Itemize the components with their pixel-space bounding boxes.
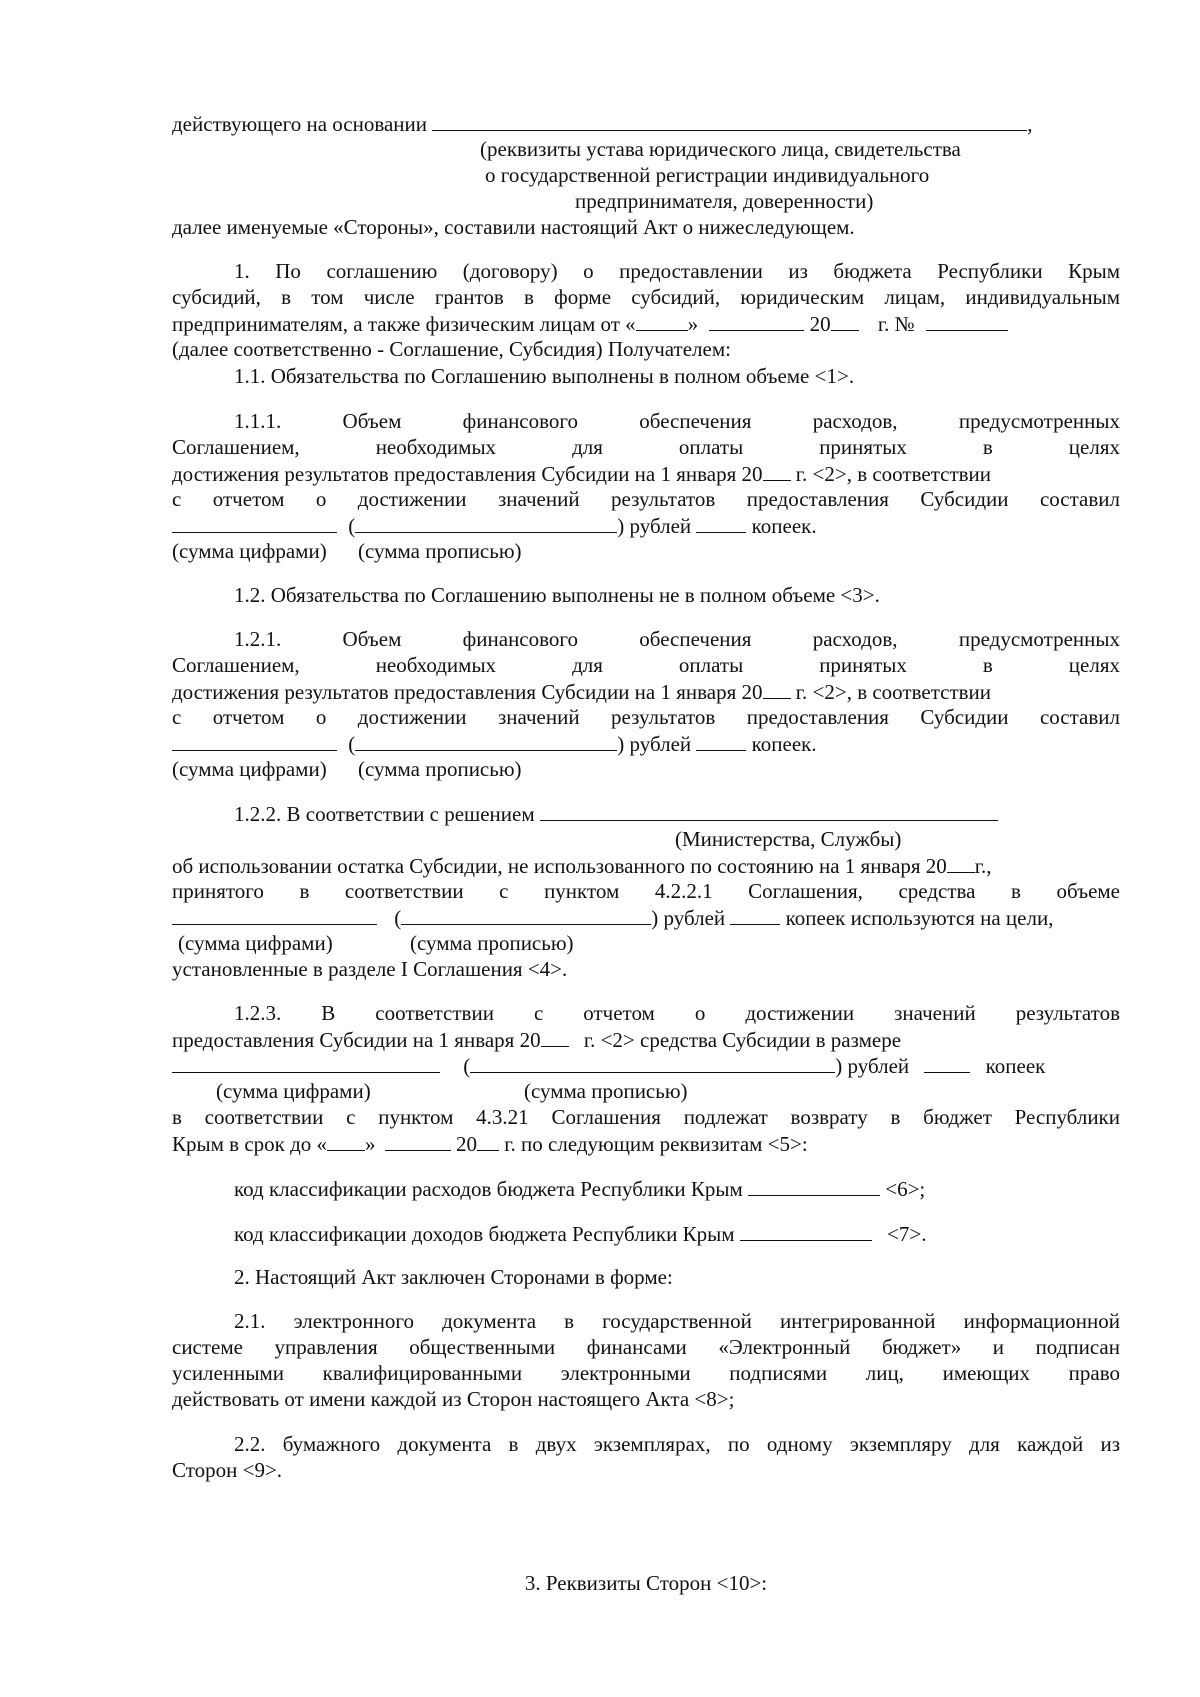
p122-line-4: установленные в разделе I Соглашения <4>. bbox=[172, 957, 568, 981]
p121-line-1: 1.2.1. Объем финансового обеспечения расходов, предусмотренных bbox=[234, 627, 1120, 651]
income-code-blank bbox=[740, 1220, 872, 1241]
p122-line-2 bbox=[172, 852, 1120, 880]
month-blank bbox=[385, 1130, 451, 1151]
paren-open: ( bbox=[348, 514, 356, 538]
p121-date-text: достижения результатов предоставления Субсидии на 1 января 20 bbox=[172, 680, 763, 704]
p21-line-4: действовать от имени каждой из Сторон настоящего Акта <8>; bbox=[172, 1387, 735, 1411]
amount-words-blank bbox=[355, 730, 617, 751]
rubles-label: ) рублей bbox=[617, 514, 692, 538]
p122-amount-line bbox=[172, 904, 1120, 932]
p123-amount-line bbox=[172, 1052, 1120, 1080]
amount-words-blank bbox=[401, 904, 651, 925]
basis-caption-1: (реквизиты устава юридического лица, свидетельства bbox=[480, 137, 961, 161]
p122-line-1 bbox=[234, 800, 1120, 828]
expense-code-line bbox=[234, 1175, 1120, 1203]
p121-ref-text: г. <2>, в соответствии bbox=[795, 680, 992, 704]
p11-line: 1.1. Обязательства по Соглашению выполнены в полном объеме <1>. bbox=[234, 364, 855, 388]
basis-comma: , bbox=[1027, 112, 1033, 136]
p123-date-text: предоставления Субсидии на 1 января 20 bbox=[172, 1028, 541, 1052]
p111-amount-line bbox=[172, 512, 1120, 540]
rubles-label: ) рублей bbox=[835, 1054, 910, 1078]
income-code-line bbox=[234, 1220, 1120, 1248]
p121-amount-line bbox=[172, 730, 1120, 758]
paren-open: ( bbox=[394, 906, 402, 930]
year-prefix: 20 bbox=[809, 312, 831, 336]
kopecks-blank bbox=[696, 730, 746, 751]
p111-line-2: Соглашением, необходимых для оплаты принятых в целях bbox=[172, 435, 1120, 459]
p1-line-4: (далее соответственно - Соглашение, Субсидия) Получателем: bbox=[172, 337, 731, 361]
p122-amount-captions bbox=[178, 930, 1126, 957]
year-prefix: 20 bbox=[456, 1132, 478, 1156]
caption-words: (сумма прописью) bbox=[357, 757, 522, 781]
p123-amount-captions bbox=[216, 1078, 1164, 1105]
year-blank bbox=[763, 460, 791, 481]
p121-amount-captions bbox=[172, 756, 1120, 783]
p111-date-text: достижения результатов предоставления Субсидии на 1 января 20 bbox=[172, 462, 763, 486]
p111-ref-text: г. <2>, в соответствии bbox=[795, 462, 992, 486]
p1-line-2: субсидий, в том числе грантов в форме субсидий, юридическим лицам, индивидуальным bbox=[172, 285, 1120, 309]
amount-words-blank bbox=[355, 512, 617, 533]
p111-line-1: 1.1.1. Объем финансового обеспечения расходов, предусмотренных bbox=[234, 409, 1120, 433]
basis-line bbox=[172, 110, 1120, 138]
kopecks-blank bbox=[730, 904, 780, 925]
rubles-label: ) рублей bbox=[651, 906, 726, 930]
p1-quote-close: » bbox=[687, 312, 699, 336]
p111-line-4: с отчетом о достижении значений результатов предоставления Субсидии составил bbox=[172, 487, 1120, 511]
paren-open: ( bbox=[463, 1054, 471, 1078]
kopecks-label: копеек. bbox=[751, 732, 817, 756]
decision-caption: (Министерства, Службы) bbox=[675, 827, 902, 851]
p21-line-3: усиленными квалифицированными электронными подписями лиц, имеющих право bbox=[172, 1361, 1120, 1385]
year-blank bbox=[831, 310, 859, 331]
month-blank bbox=[709, 310, 804, 331]
requisites-text: г. по следующим реквизитам <5>: bbox=[504, 1132, 808, 1156]
basis-label: действующего на основании bbox=[172, 112, 428, 136]
basis-caption-2: о государственной регистрации индивидуального bbox=[485, 163, 930, 187]
p122-date-text: об использовании остатка Субсидии, не использованного по состоянию на 1 января 20 bbox=[172, 854, 947, 878]
income-code-label: код классификации доходов бюджета Республики Крым bbox=[234, 1222, 735, 1246]
p12-line: 1.2. Обязательства по Соглашению выполнены не в полном объеме <3>. bbox=[234, 583, 880, 607]
p1-date-prefix: предпринимателям, а также физическим лицам от « bbox=[172, 312, 636, 336]
p1-line-1: 1. По соглашению (договору) о предоставлении из бюджета Республики Крым bbox=[234, 259, 1120, 283]
income-code-ref: <7>. bbox=[887, 1222, 927, 1246]
quote-close: » bbox=[365, 1132, 376, 1156]
p123-line-4 bbox=[172, 1130, 1120, 1158]
p21-line-1: 2.1. электронного документа в государственной интегрированной информационной bbox=[234, 1309, 1120, 1333]
caption-words: (сумма прописью) bbox=[409, 931, 574, 955]
caption-digits: (сумма цифрами) bbox=[178, 931, 333, 955]
basis-caption-3: предпринимателя, доверенности) bbox=[575, 189, 874, 213]
parties-line: далее именуемые «Стороны», составили настоящий Акт о нижеследующем. bbox=[172, 215, 855, 239]
kopecks-blank bbox=[924, 1052, 970, 1073]
number-label: г. № bbox=[877, 312, 915, 336]
p121-line-3 bbox=[172, 678, 1120, 706]
expense-code-blank bbox=[748, 1175, 880, 1196]
caption-words: (сумма прописью) bbox=[523, 1079, 688, 1103]
rubles-label: ) рублей bbox=[617, 732, 692, 756]
p22-line-2: Сторон <9>. bbox=[172, 1458, 283, 1482]
paren-open: ( bbox=[348, 732, 356, 756]
day-blank bbox=[636, 310, 688, 331]
kopecks-blank bbox=[696, 512, 746, 533]
caption-words: (сумма прописью) bbox=[357, 539, 522, 563]
purpose-text: копеек используются на цели, bbox=[785, 906, 1054, 930]
p123-line-2 bbox=[172, 1026, 1120, 1054]
caption-digits: (сумма цифрами) bbox=[216, 1079, 371, 1103]
number-blank bbox=[926, 310, 1008, 331]
amount-digits-blank bbox=[172, 1052, 440, 1073]
p121-line-2: Соглашением, необходимых для оплаты принятых в целях bbox=[172, 653, 1120, 677]
day-blank bbox=[327, 1130, 365, 1151]
year-blank bbox=[541, 1026, 569, 1047]
deadline-prefix: Крым в срок до « bbox=[172, 1132, 328, 1156]
amount-digits-blank bbox=[172, 512, 337, 533]
expense-code-ref: <6>; bbox=[885, 1177, 926, 1201]
caption-digits: (сумма цифрами) bbox=[172, 539, 327, 563]
p1-line-3 bbox=[172, 310, 1120, 338]
decision-blank bbox=[540, 800, 998, 821]
section-3-heading: 3. Реквизиты Сторон <10>: bbox=[524, 1571, 768, 1595]
p123-line-3: в соответствии с пунктом 4.3.21 Соглашения подлежат возврату в бюджет Республики bbox=[172, 1105, 1120, 1129]
p111-amount-captions bbox=[172, 538, 1120, 565]
amount-digits-blank bbox=[172, 730, 337, 751]
p122-year-suffix: г., bbox=[974, 854, 992, 878]
caption-digits: (сумма цифрами) bbox=[172, 757, 327, 781]
p121-line-4: с отчетом о достижении значений результатов предоставления Субсидии составил bbox=[172, 705, 1120, 729]
p21-line-2: системе управления общественными финансами «Электронный бюджет» и подписан bbox=[172, 1335, 1120, 1359]
p123-line-1: 1.2.3. В соответствии с отчетом о достижении значений результатов bbox=[234, 1001, 1120, 1025]
year-blank bbox=[477, 1130, 499, 1151]
amount-digits-blank bbox=[172, 904, 377, 925]
p22-line-1: 2.2. бумажного документа в двух экземплярах, по одному экземпляру для каждой из bbox=[234, 1432, 1120, 1456]
p122-line-3: принятого в соответствии с пунктом 4.2.2.1 Соглашения, средства в объеме bbox=[172, 879, 1120, 903]
p2-line: 2. Настоящий Акт заключен Сторонами в форме: bbox=[234, 1265, 673, 1289]
kopecks-label: копеек bbox=[985, 1054, 1046, 1078]
basis-blank bbox=[432, 110, 1027, 131]
year-blank bbox=[763, 678, 791, 699]
expense-code-label: код классификации расходов бюджета Республики Крым bbox=[234, 1177, 743, 1201]
year-blank bbox=[947, 852, 975, 873]
amount-words-blank bbox=[470, 1052, 835, 1073]
kopecks-label: копеек. bbox=[751, 514, 817, 538]
p123-ref-text: г. <2> средства Субсидии в размере bbox=[583, 1028, 902, 1052]
decision-label: 1.2.2. В соответствии с решением bbox=[234, 802, 535, 826]
p111-line-3 bbox=[172, 460, 1120, 488]
